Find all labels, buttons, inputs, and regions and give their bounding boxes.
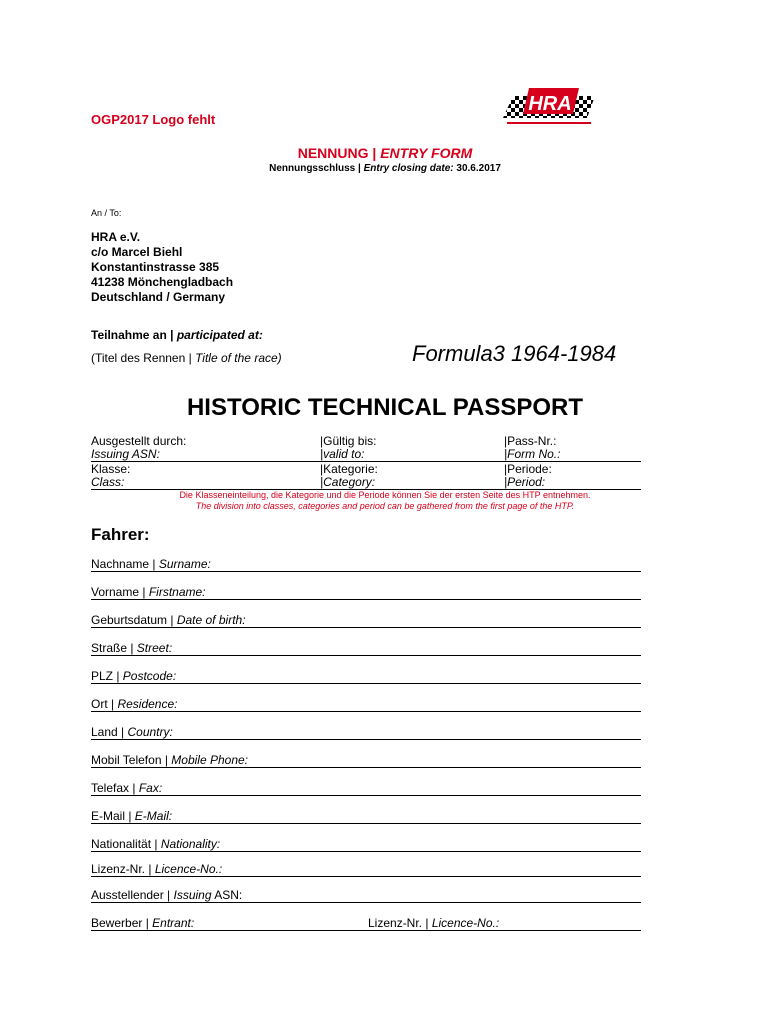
race-title-value[interactable]: Formula3 1964-1984	[412, 341, 617, 366]
field-label-de: Lizenz-Nr. |	[368, 916, 432, 930]
fax-field[interactable]	[91, 795, 641, 796]
date-of-birth-label	[91, 613, 246, 627]
field-label-de: Mobil Telefon |	[91, 753, 172, 767]
entry-title-de: NENNUNG |	[297, 145, 381, 161]
field-label-en: Mobile Phone:	[171, 753, 248, 767]
race-title-label	[91, 351, 282, 365]
issuing-asn-label	[91, 888, 242, 902]
field-label-en: Fax:	[138, 781, 163, 795]
svg-text:HRA: HRA	[528, 93, 572, 115]
recipient-prefix: An / To:	[91, 208, 122, 218]
entrant-field[interactable]	[91, 930, 641, 931]
classification-note-en: The division into classes, categories and period can be gathered from the first page of the HTP.	[195, 501, 575, 511]
address-line: Konstantinstrasse 385	[91, 260, 220, 274]
email-label	[91, 809, 172, 823]
street-label	[91, 641, 172, 655]
mobile-phone-label	[91, 753, 248, 767]
participated-label-de: Teilnahme an |	[91, 328, 177, 342]
surname-field[interactable]	[91, 571, 641, 572]
entry-title-en: ENTRY FORM	[380, 145, 473, 161]
licence-number-label	[91, 862, 222, 876]
address-line: c/o Marcel Biehl	[91, 245, 183, 259]
issuing-asn-field[interactable]: Issuing ASN:	[91, 447, 160, 461]
residence-field[interactable]	[91, 711, 641, 712]
issuing-asn-field[interactable]	[91, 902, 641, 903]
field-label-de: Straße |	[91, 641, 137, 655]
firstname-label	[91, 585, 206, 599]
field-label-de: Bewerber |	[91, 916, 153, 930]
entrant-label	[91, 916, 194, 930]
field-label-de: E-Mail |	[91, 809, 135, 823]
category-label: |Kategorie:	[320, 462, 378, 476]
hra-logo	[503, 84, 595, 128]
valid-to-label: |Gültig bis:	[320, 434, 377, 448]
country-label	[91, 725, 173, 739]
race-label-de: (Titel des Rennen |	[91, 351, 196, 365]
field-label-de: Geburtsdatum |	[91, 613, 177, 627]
passport-title: HISTORIC TECHNICAL PASSPORT	[186, 394, 584, 421]
date-of-birth-field[interactable]	[91, 627, 641, 628]
firstname-field[interactable]	[91, 599, 641, 600]
closing-date-line	[0, 163, 770, 174]
surname-label	[91, 557, 211, 571]
address-line: Deutschland / Germany	[91, 290, 226, 304]
field-label-de: Telefax |	[91, 781, 139, 795]
field-label-suffix: ASN:	[211, 888, 243, 902]
field-label-de: Vorname |	[91, 585, 149, 599]
field-label-de: Nachname |	[91, 557, 159, 571]
closing-label-en: Entry closing date:	[363, 163, 457, 174]
field-label-en: Date of birth:	[176, 613, 246, 627]
field-label-en: Country:	[127, 725, 173, 739]
category-field[interactable]: |Category:	[320, 475, 376, 489]
pass-number-label: |Pass-Nr.:	[504, 434, 557, 448]
valid-to-field[interactable]: |valid to:	[320, 447, 365, 461]
field-label-en: Postcode:	[122, 669, 177, 683]
licence-number-field[interactable]	[91, 876, 641, 877]
email-field[interactable]	[91, 823, 641, 824]
missing-logo-note: OGP2017 Logo fehlt	[91, 112, 216, 127]
postcode-label	[91, 669, 176, 683]
entry-form-title	[0, 145, 770, 161]
field-label-en: E-Mail:	[134, 809, 173, 823]
field-label-en: Entrant:	[152, 916, 195, 930]
participated-label	[91, 328, 263, 342]
participated-label-en: participated at:	[176, 328, 263, 342]
field-label-en: Surname:	[158, 557, 211, 571]
classification-note-de: Die Klasseneinteilung, die Kategorie und die Periode können Sie der ersten Seite des HTP entnehmen.	[179, 490, 591, 500]
field-label-en: Street:	[136, 641, 173, 655]
residence-label	[91, 697, 178, 711]
class-field[interactable]: Class:	[91, 475, 125, 489]
field-label-de: Nationalität |	[91, 837, 161, 851]
field-label-de: Ort |	[91, 697, 118, 711]
field-label-en: Residence:	[117, 697, 178, 711]
field-label-en: Licence-No.:	[431, 916, 500, 930]
field-label-de: Land |	[91, 725, 128, 739]
closing-date: 30.6.2017	[456, 163, 501, 174]
country-field[interactable]	[91, 739, 641, 740]
period-label: |Periode:	[504, 462, 552, 476]
period-field[interactable]: |Period:	[504, 475, 546, 489]
closing-label-de: Nennungsschluss |	[269, 163, 364, 174]
field-label-en: Issuing	[173, 888, 212, 902]
postcode-field[interactable]	[91, 683, 641, 684]
address-line: HRA e.V.	[91, 230, 141, 244]
driver-heading: Fahrer:	[91, 525, 150, 544]
entrant-licence-label	[368, 916, 499, 930]
recipient-address	[91, 230, 233, 305]
class-label: Klasse:	[91, 462, 131, 476]
field-label-de: PLZ |	[91, 669, 123, 683]
field-label-en: Firstname:	[148, 585, 206, 599]
mobile-phone-field[interactable]	[91, 767, 641, 768]
fax-label	[91, 781, 162, 795]
field-label-en: Licence-No.:	[154, 862, 223, 876]
issued-by-label: Ausgestellt durch:	[91, 434, 187, 448]
field-label-en: Nationality:	[160, 837, 221, 851]
nationality-label	[91, 837, 220, 851]
address-line: 41238 Mönchengladbach	[91, 275, 234, 289]
nationality-field[interactable]	[91, 851, 641, 852]
street-field[interactable]	[91, 655, 641, 656]
race-label-en: Title of the race)	[195, 351, 282, 365]
field-label-de: Lizenz-Nr. |	[91, 862, 155, 876]
form-number-field[interactable]: |Form No.:	[504, 447, 561, 461]
field-label-de: Ausstellender |	[91, 888, 174, 902]
